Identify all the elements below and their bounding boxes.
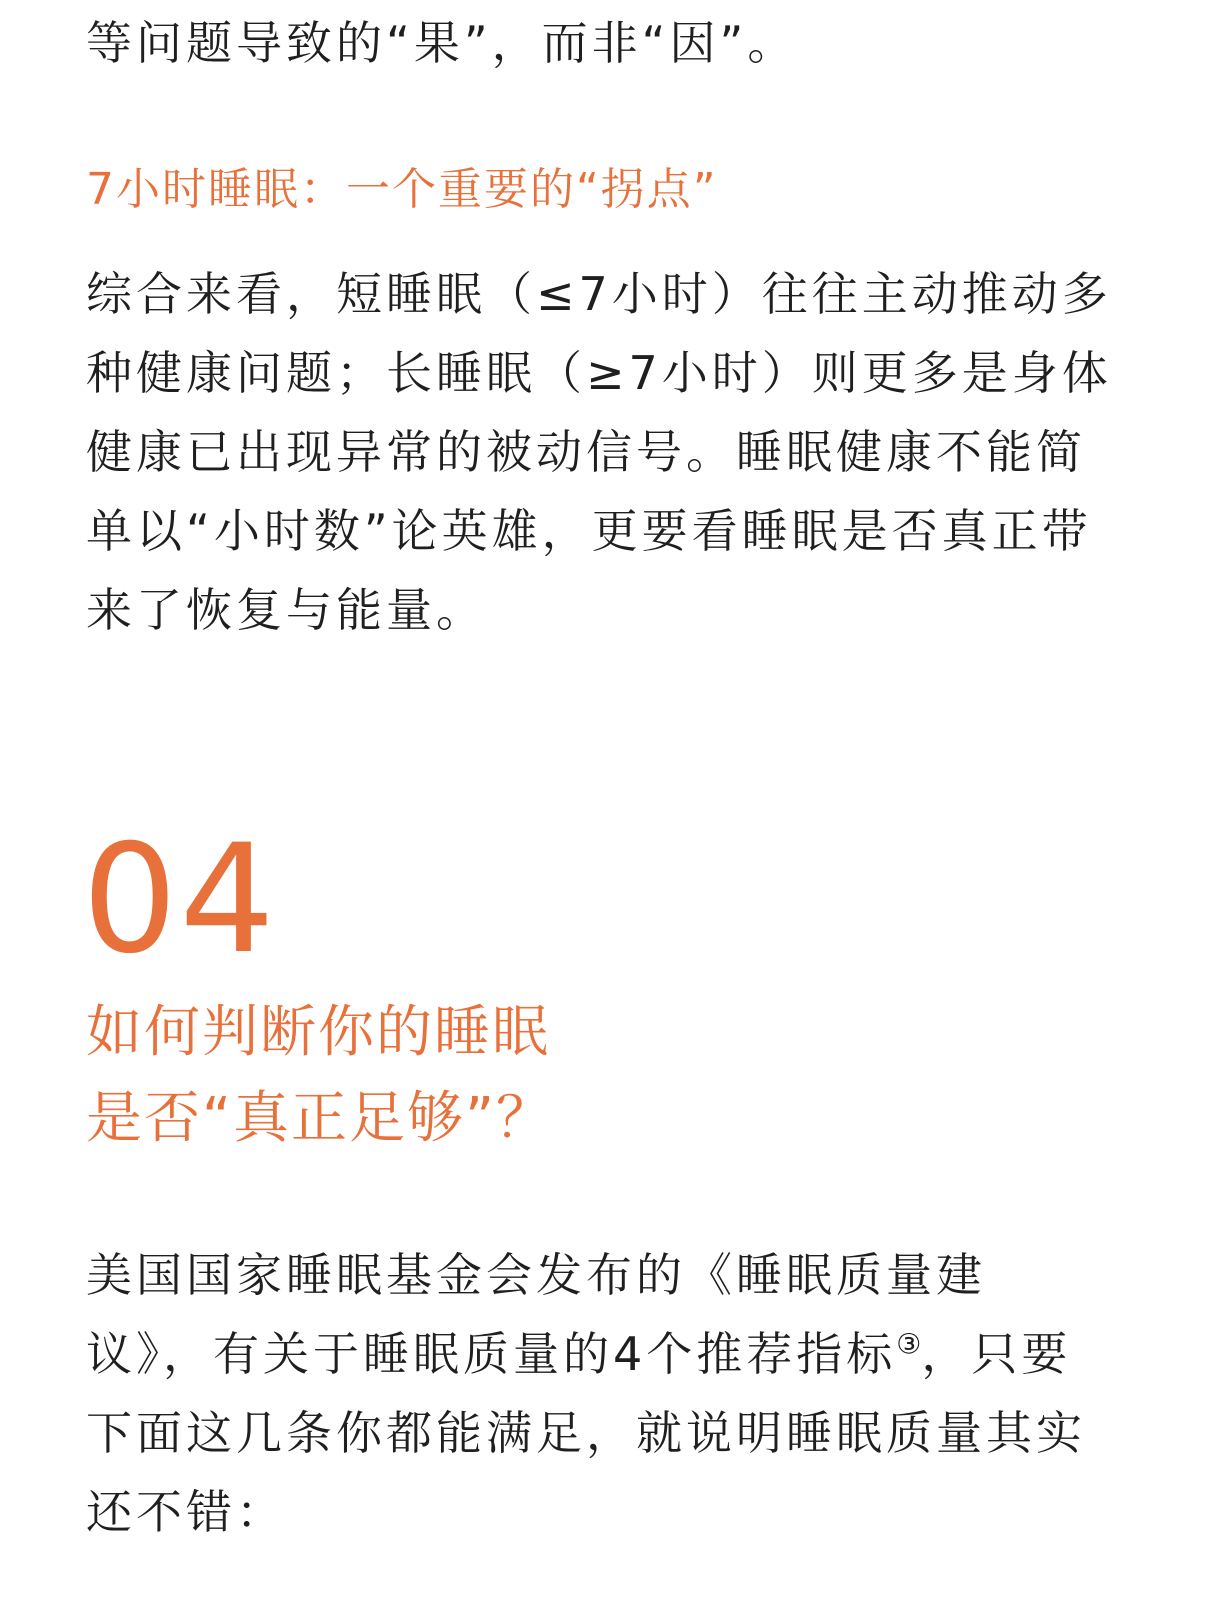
paragraph-line bbox=[86, 1315, 1106, 1394]
intro-text-line: 等问题导致的“果”，而非“因”。 bbox=[86, 16, 798, 70]
paragraph-sleep-quality bbox=[86, 1236, 1106, 1552]
section-title bbox=[86, 990, 554, 1162]
paragraph-line: 美国国家睡眠基金会发布的《睡眠质量建 bbox=[86, 1248, 986, 1302]
paragraph-line-text: 议》，有关于睡眠质量的4个推荐指标 bbox=[86, 1327, 897, 1381]
section-number: 04 bbox=[82, 813, 277, 987]
section-title-line: 如何判断你的睡眠 bbox=[86, 1000, 550, 1065]
paragraph-line: 还不错： bbox=[86, 1485, 286, 1539]
paragraph-line: 来了恢复与能量。 bbox=[86, 583, 486, 637]
paragraph-summary bbox=[86, 255, 1112, 650]
footnote-marker[interactable]: ③ bbox=[896, 1327, 922, 1361]
subheading-7-hour-turning-point: 7小时睡眠：一个重要的“拐点” bbox=[86, 164, 718, 215]
paragraph-line-text: ，只要 bbox=[921, 1327, 1072, 1381]
paragraph-line: 下面这几条你都能满足，就说明睡眠质量其实 bbox=[86, 1406, 1086, 1460]
paragraph-line: 种健康问题；长睡眠（≥7小时）则更多是身体 bbox=[86, 346, 1112, 400]
section-title-line: 是否“真正足够”？ bbox=[86, 1086, 555, 1151]
paragraph-line: 综合来看，短睡眠（≤7小时）往往主动推动多 bbox=[86, 267, 1112, 321]
paragraph-line: 健康已出现异常的被动信号。睡眠健康不能简 bbox=[86, 425, 1086, 479]
paragraph-line: 单以“小时数”论英雄，更要看睡眠是否真正带 bbox=[86, 504, 1092, 558]
